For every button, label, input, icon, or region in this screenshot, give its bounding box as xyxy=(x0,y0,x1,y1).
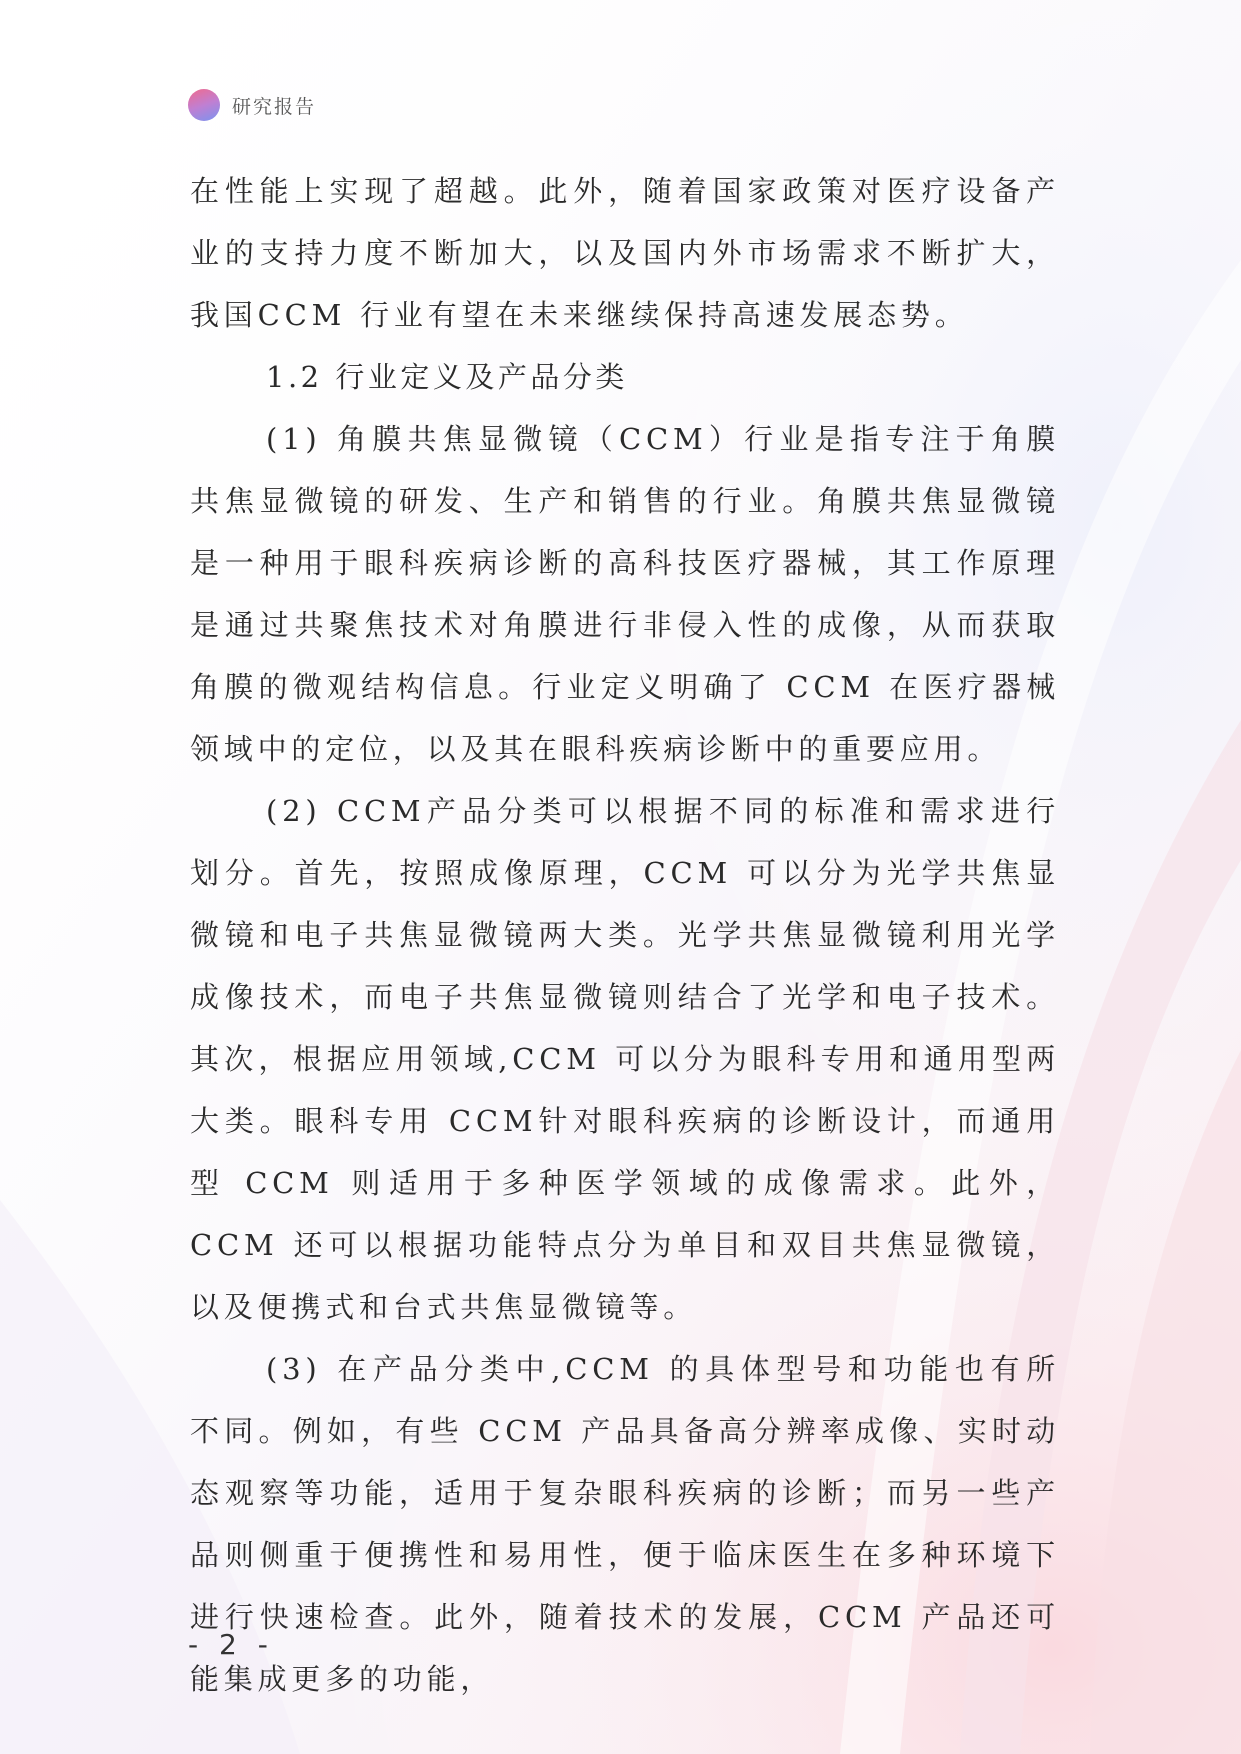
paragraph-definition: (1) 角膜共焦显微镜（CCM）行业是指专注于角膜共焦显微镜的研发、生产和销售的行业。角膜共焦显微镜是一种用于眼科疾病诊断的高科技医疗器械，其工作原理是通过共聚焦技术对角膜进行非侵入性的成像，从而获取角膜的微观结构信息。行业定义明确了 CCM 在医疗器械领域中的定位，以及其在眼科疾病诊断中的重要应用。 xyxy=(190,422,1060,766)
document-body xyxy=(190,160,1060,1710)
header-title: 研究报告 xyxy=(232,95,317,118)
report-header xyxy=(188,88,316,122)
page-number: - 2 - xyxy=(188,1628,274,1661)
paragraph-classification: (2) CCM产品分类可以根据不同的标准和需求进行划分。首先，按照成像原理，CCM 可以分为光学共焦显微镜和电子共焦显微镜两大类。光学共焦显微镜利用光学成像技术，而电子共焦显微镜则结合了光学和电子技术。其次，根据应用领域,CCM 可以分为眼科专用和通用型两大类。眼科专用 CCM针对眼科疾病的诊断设计，而通用型 CCM 则适用于多种医学领域的成像需求。此外，CCM 还可以根据功能特点分为单目和双目共焦显微镜，以及便携式和台式共焦显微镜等。 xyxy=(190,794,1060,1324)
paragraph-continued: 在性能上实现了超越。此外，随着国家政策对医疗设备产业的支持力度不断加大，以及国内外市场需求不断扩大，我国CCM 行业有望在未来继续保持高速发展态势。 xyxy=(190,174,1060,332)
section-heading: 1.2 行业定义及产品分类 xyxy=(266,360,628,394)
report-logo-icon xyxy=(188,89,220,121)
paragraph-models: (3) 在产品分类中,CCM 的具体型号和功能也有所不同。例如，有些 CCM 产品具备高分辨率成像、实时动态观察等功能，适用于复杂眼科疾病的诊断；而另一些产品则侧重于便携性和易用性，便于临床医生在多种环境下进行快速检查。此外，随着技术的发展，CCM 产品还可能集成更多的功能， xyxy=(190,1352,1060,1696)
